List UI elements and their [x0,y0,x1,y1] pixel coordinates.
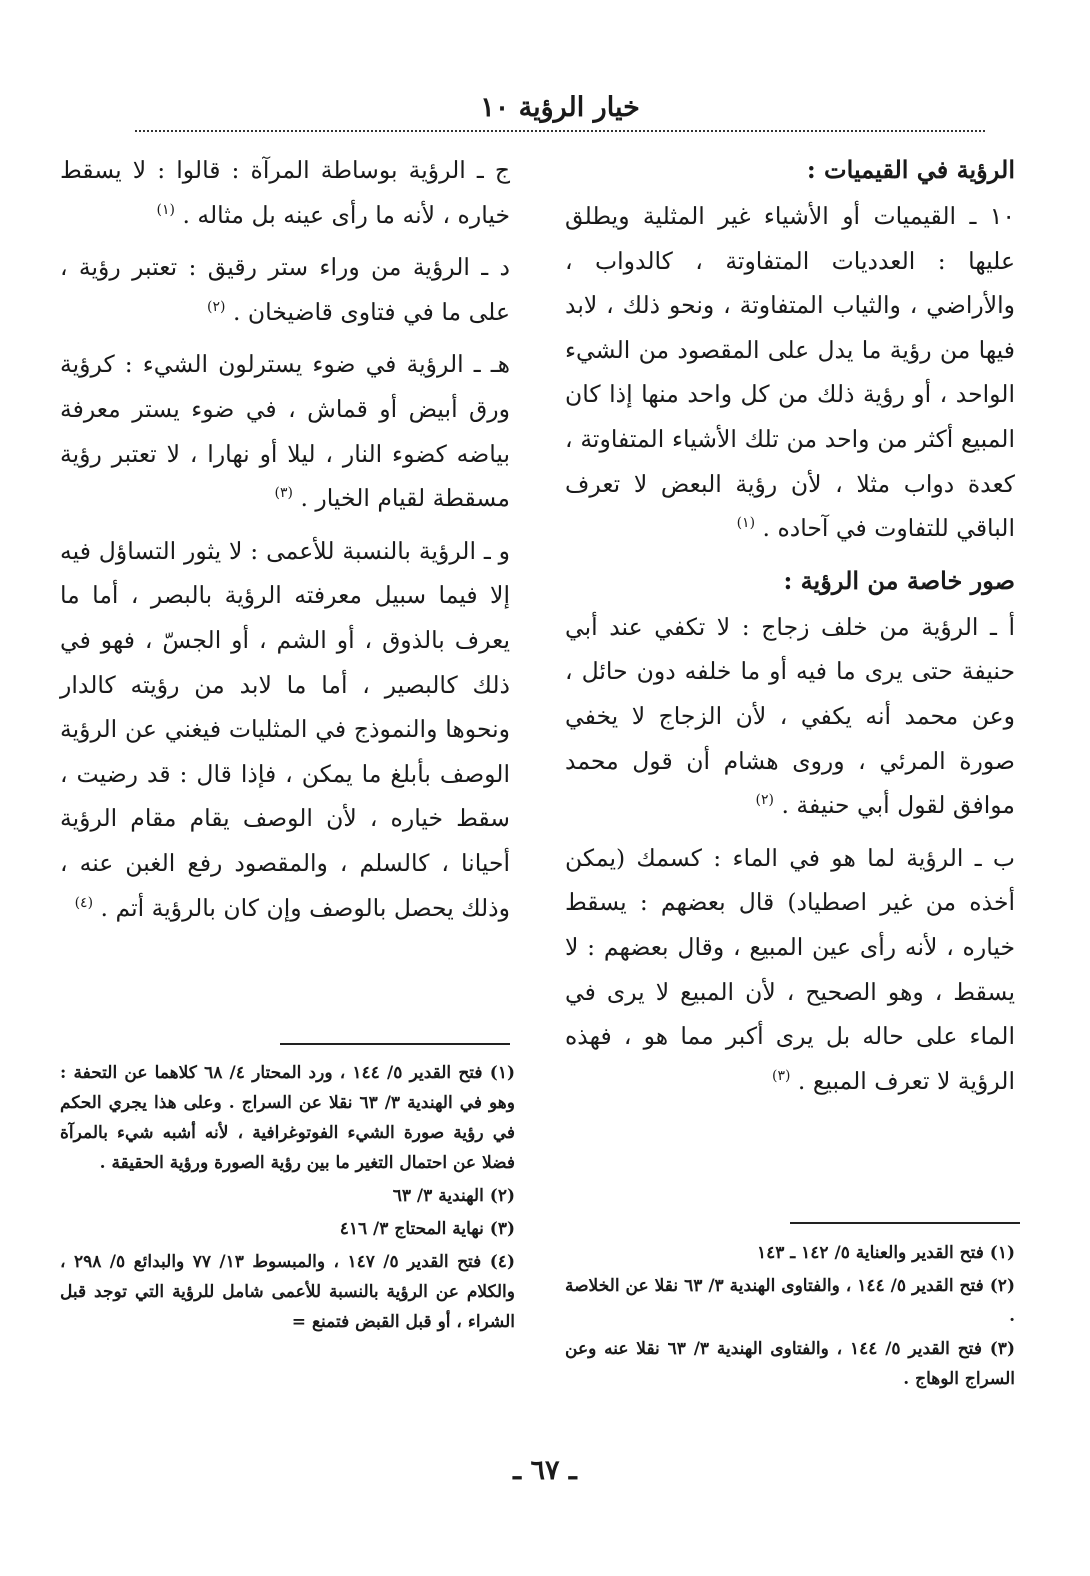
footnote-ref: (٢) [755,792,774,809]
page-number: ـ ٦٧ ـ [513,1455,577,1486]
section-heading-special-cases: صور خاصة من الرؤية : [783,565,1015,595]
footnote-item: (٣) نهاية المحتاج ٣/ ٤١٦ [339,1219,515,1239]
section-heading-qimiyat: الرؤية في القيميات : [806,155,1015,184]
footnotes-right [565,1238,1015,1397]
header-dotted-rule [135,130,985,132]
paragraph-thin-cover: د ـ الرؤية من وراء ستر رقيق : تعتبر رؤية ، على ما في فتاوى قاضيخان . $^{(٢)}$ [60,253,510,326]
footnote-item: (٤) فتح القدير ٥/ ١٤٧ ، والمبسوط ١٣/ ٧٧ والبدائع ٥/ ٢٩٨ ، والكلام عن الرؤية بالنسبة للأعمى شامل للرؤية التي توجد قبل الشراء ، أو قبل القبض فتمنع = [60,1252,515,1332]
footnote-ref: (٤) [74,894,94,911]
footnote-ref: (٣) [771,1067,791,1084]
right-column [565,148,1015,1111]
paragraph-light: هـ ـ الرؤية في ضوء يسترلون الشيء : كرؤية ورق أبيض أو قماش ، في ضوء يستر معرفة بياضه كضوء النار ، ليلا أو نهارا ، لا تعتبر رؤية مسقطة لقيام الخيار . $^{(٣)}$ [60,350,510,513]
footnote-item: (١) فتح القدير والعناية ٥/ ١٤٢ ـ ١٤٣ [756,1243,1015,1263]
footnote-ref: (١) [736,515,756,532]
paragraph-glass: أ ـ الرؤية من خلف زجاج : لا تكفي عند أبي حنيفة حتى يرى ما فيه أو ما خلفه دون حائل ، وعن محمد أنه يكفي ، لأن الزجاج لا يخفي صورة المرئي ، وروى هشام أن قول محمد موافق لقول أبي حنيفة . $^{(٢)}$ [565,612,1015,820]
footnote-ref: (٣) [274,485,293,502]
left-column [60,148,510,938]
footnote-ref: (١) [156,201,175,218]
page-header-title: خيار الرؤية ١٠ [480,92,640,123]
footnote-item: (٣) فتح القدير ٥/ ١٤٤ ، والفتاوى الهندية ٣/ ٦٣ نقلا عنه وعن السراج الوهاج . [565,1339,1015,1389]
footnote-item: (٢) فتح القدير ٥/ ١٤٤ ، والفتاوى الهندية ٣/ ٦٣ نقلا عن الخلاصة . [565,1276,1015,1326]
footnote-rule-right [790,1222,1020,1224]
paragraph-water: ب ـ الرؤية لما هو في الماء : كسمك (يمكن أخذه من غير اصطياد) قال بعضهم : يسقط خياره ، لأنه رأى عين المبيع ، وقال بعضهم : لا يسقط ، وهو الصحيح ، لأن المبيع لا يرى في الماء على حاله بل يرى أكبر مما هو ، فهذه الرؤية لا تعرف المبيع . $^{(٣)}$ [565,843,1015,1095]
footnote-item: (١) فتح القدير ٥/ ١٤٤ ، ورد المحتار ٤/ ٦٨ كلاهما عن التحفة : وهو في الهندية ٣/ ٦٣ نقلا عن السراج . وعلى هذا يجري الحكم في رؤية صورة الشيء الفوتوغرافية ، لأنه أشبه شيء بالمرآة فضلا عن احتمال التغير ما بين رؤية الصورة ورؤية الحقيقة . [60,1063,515,1173]
paragraph-mirror: ج ـ الرؤية بوساطة المرآة : قالوا : لا يسقط خياره ، لأنه ما رأى عينه بل مثاله . $^{(١)}$ [60,156,510,229]
paragraph-qimiyat: ١٠ ـ القيميات أو الأشياء غير المثلية ويطلق عليها : العدديات المتفاوتة ، كالدواب ، والأراضي ، والثياب المتفاوتة ، ونحو ذلك ، لابد فيها من رؤية ما يدل على المقصود من الشيء الواحد ، أو رؤية ذلك من كل واحد منها إذا كان المبيع أكثر من واحد من تلك الأشياء المتفاوتة ، كعدة دواب مثلا ، لأن رؤية البعض لا تعرف الباقي للتفاوت في آحاده . $^{(١)}$ [565,202,1015,543]
paragraph-blind: و ـ الرؤية بالنسبة للأعمى : لا يثور التساؤل فيه إلا فيما سبيل معرفته الرؤية بالبصر ، أما ما يعرف بالذوق ، أو الشم ، أو الجسّ ، فهو في ذلك كالبصير ، أما ما لابد من رؤيته كالدار ونحوها والنموذج في المثليات فيغني عن الرؤية الوصف بأبلغ ما يمكن ، فإذا قال : قد رضيت ، سقط خياره ، لأن الوصف يقام مقام الرؤية أحيانا ، كالسلم ، والمقصود رفع الغبن عنه ، وذلك يحصل بالوصف وإن كان بالرؤية أتم . $^{(٤)}$ [60,536,510,922]
footnote-ref: (٢) [207,298,226,315]
footnote-item: (٢) الهندية ٣/ ٦٣ [392,1186,515,1206]
footnote-rule-left [280,1043,510,1045]
footnotes-left [60,1058,515,1340]
